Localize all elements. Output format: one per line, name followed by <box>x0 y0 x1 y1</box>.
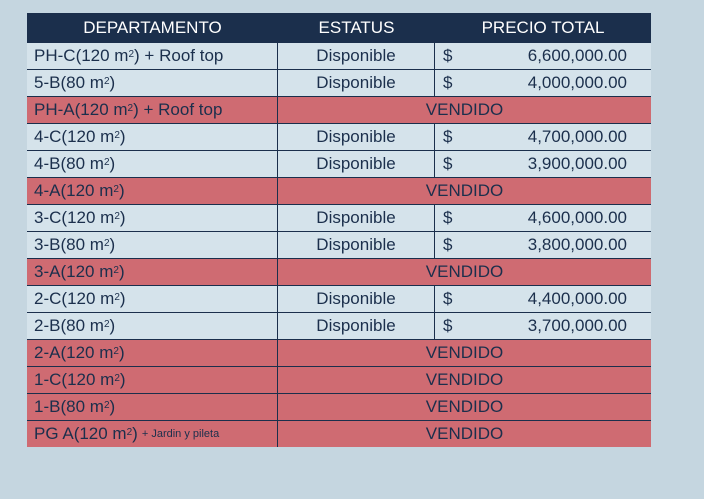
area-superscript: 2 <box>114 372 120 384</box>
status-cell: Disponible <box>278 151 435 177</box>
table-row <box>27 96 651 123</box>
unit-name: PH-A <box>34 100 75 119</box>
unit-area: (120 m <box>74 100 128 119</box>
sold-status: VENDIDO <box>425 262 504 281</box>
price-value: 3,800,000.00 <box>527 235 627 254</box>
table-row <box>27 393 651 420</box>
price-cell <box>435 313 651 339</box>
status-cell: Disponible <box>278 70 435 96</box>
unit-name: 4-A <box>34 181 61 200</box>
unit-name: 2-C <box>34 289 62 308</box>
price-cell <box>435 124 651 150</box>
area-superscript: 2 <box>114 291 120 303</box>
currency-symbol: $ <box>443 208 453 227</box>
status-cell: Disponible <box>278 232 435 258</box>
unit-extra: ) <box>109 397 116 416</box>
area-superscript: 2 <box>114 129 120 141</box>
unit-extra: ) <box>119 127 126 146</box>
unit-area: (120 m <box>61 127 115 146</box>
unit-cell <box>27 205 278 231</box>
price-cell <box>435 43 651 69</box>
sold-status: VENDIDO <box>425 370 504 389</box>
unit-extra: ) + Roof top <box>133 100 223 119</box>
area-superscript: 2 <box>126 426 133 438</box>
unit-cell <box>27 232 278 258</box>
table-row <box>27 312 651 339</box>
unit-cell <box>27 340 278 366</box>
unit-name: 1-B <box>34 397 61 416</box>
unit-cell <box>27 259 278 285</box>
area-superscript: 2 <box>114 210 120 222</box>
table-row <box>27 204 651 231</box>
price-cell <box>435 70 651 96</box>
unit-name: 4-B <box>34 154 61 173</box>
unit-area: (80 m <box>60 154 104 173</box>
unit-name: 2-B <box>34 316 61 335</box>
table-row <box>27 69 651 96</box>
unit-cell <box>27 286 278 312</box>
unit-area: (120 m <box>61 289 115 308</box>
area-superscript: 2 <box>113 345 119 357</box>
currency-symbol: $ <box>443 316 453 335</box>
unit-name: PH-C <box>34 46 76 65</box>
unit-extra: ) <box>118 181 125 200</box>
status-cell: Disponible <box>278 205 435 231</box>
unit-cell <box>27 367 278 393</box>
unit-cell <box>27 394 278 420</box>
unit-extra: ) <box>118 343 125 362</box>
unit-cell <box>27 70 278 96</box>
sold-status: VENDIDO <box>425 100 504 119</box>
unit-cell <box>27 124 278 150</box>
header-estatus: ESTATUS <box>318 17 395 37</box>
area-superscript: 2 <box>103 75 110 87</box>
table-row <box>27 123 651 150</box>
price-table <box>27 13 651 447</box>
table-row <box>27 42 651 69</box>
sold-status: VENDIDO <box>425 397 504 416</box>
status-cell: Disponible <box>278 286 435 312</box>
unit-area: (80 m <box>60 316 104 335</box>
sold-status: VENDIDO <box>425 181 504 200</box>
unit-extra: ) <box>119 289 126 308</box>
area-superscript: 2 <box>103 237 110 249</box>
unit-area: (120 m <box>60 262 114 281</box>
unit-extra: ) <box>132 424 138 443</box>
unit-area: (80 m <box>60 235 104 254</box>
unit-name: 4-C <box>34 127 62 146</box>
area-superscript: 2 <box>103 318 110 330</box>
unit-name: 3-C <box>34 208 62 227</box>
table-row <box>27 366 651 393</box>
unit-area: (120 m <box>60 343 114 362</box>
currency-symbol: $ <box>443 289 453 308</box>
status-cell: Disponible <box>278 313 435 339</box>
area-superscript: 2 <box>103 399 110 411</box>
unit-name: 3-A <box>34 262 61 281</box>
sold-status: VENDIDO <box>425 343 504 362</box>
status-cell: Disponible <box>278 124 435 150</box>
unit-note: + Jardin y pileta <box>141 428 220 440</box>
table-body <box>27 42 651 447</box>
unit-cell <box>27 313 278 339</box>
table-row <box>27 420 651 447</box>
unit-area: (120 m <box>60 181 114 200</box>
unit-extra: ) <box>109 154 116 173</box>
price-cell <box>435 205 651 231</box>
currency-symbol: $ <box>443 127 453 146</box>
area-superscript: 2 <box>113 183 119 195</box>
price-value: 4,400,000.00 <box>527 289 627 308</box>
unit-name: 1-C <box>34 370 62 389</box>
table-row <box>27 258 651 285</box>
unit-area: (120 m <box>61 370 115 389</box>
currency-symbol: $ <box>443 235 453 254</box>
price-cell <box>435 232 651 258</box>
currency-symbol: $ <box>443 73 453 92</box>
price-cell <box>435 286 651 312</box>
price-value: 3,700,000.00 <box>527 316 627 335</box>
unit-extra: ) <box>119 208 126 227</box>
unit-cell <box>27 421 278 447</box>
unit-extra: ) <box>118 262 125 281</box>
table-row <box>27 285 651 312</box>
unit-name: 3-B <box>34 235 61 254</box>
sold-status: VENDIDO <box>425 424 504 443</box>
unit-name: PG A <box>34 424 74 443</box>
unit-area: (80 m <box>60 397 104 416</box>
unit-area: (120 m <box>73 424 127 443</box>
price-value: 4,000,000.00 <box>527 73 627 92</box>
area-superscript: 2 <box>103 156 110 168</box>
table-row <box>27 231 651 258</box>
unit-extra: ) + Roof top <box>134 46 224 65</box>
unit-extra: ) <box>109 316 116 335</box>
price-cell <box>435 151 651 177</box>
area-superscript: 2 <box>113 264 119 276</box>
unit-cell <box>27 151 278 177</box>
unit-cell <box>27 178 278 204</box>
unit-cell <box>27 43 278 69</box>
table-row <box>27 177 651 204</box>
price-value: 4,700,000.00 <box>527 127 627 146</box>
price-value: 3,900,000.00 <box>527 154 627 173</box>
price-value: 6,600,000.00 <box>527 46 627 65</box>
unit-area: (120 m <box>75 46 129 65</box>
currency-symbol: $ <box>443 46 453 65</box>
unit-cell <box>27 97 278 123</box>
status-cell: Disponible <box>278 43 435 69</box>
currency-symbol: $ <box>443 154 453 173</box>
header-precio-total: PRECIO TOTAL <box>481 17 605 37</box>
table-header <box>27 13 651 42</box>
unit-extra: ) <box>119 370 126 389</box>
area-superscript: 2 <box>127 102 134 114</box>
price-value: 4,600,000.00 <box>527 208 627 227</box>
unit-name: 5-B <box>34 73 61 92</box>
unit-area: (120 m <box>61 208 115 227</box>
table-row <box>27 150 651 177</box>
unit-extra: ) <box>109 73 116 92</box>
unit-name: 2-A <box>34 343 61 362</box>
unit-area: (80 m <box>60 73 104 92</box>
area-superscript: 2 <box>128 48 135 60</box>
header-departamento: DEPARTAMENTO <box>83 17 222 37</box>
unit-extra: ) <box>109 235 116 254</box>
table-row <box>27 339 651 366</box>
